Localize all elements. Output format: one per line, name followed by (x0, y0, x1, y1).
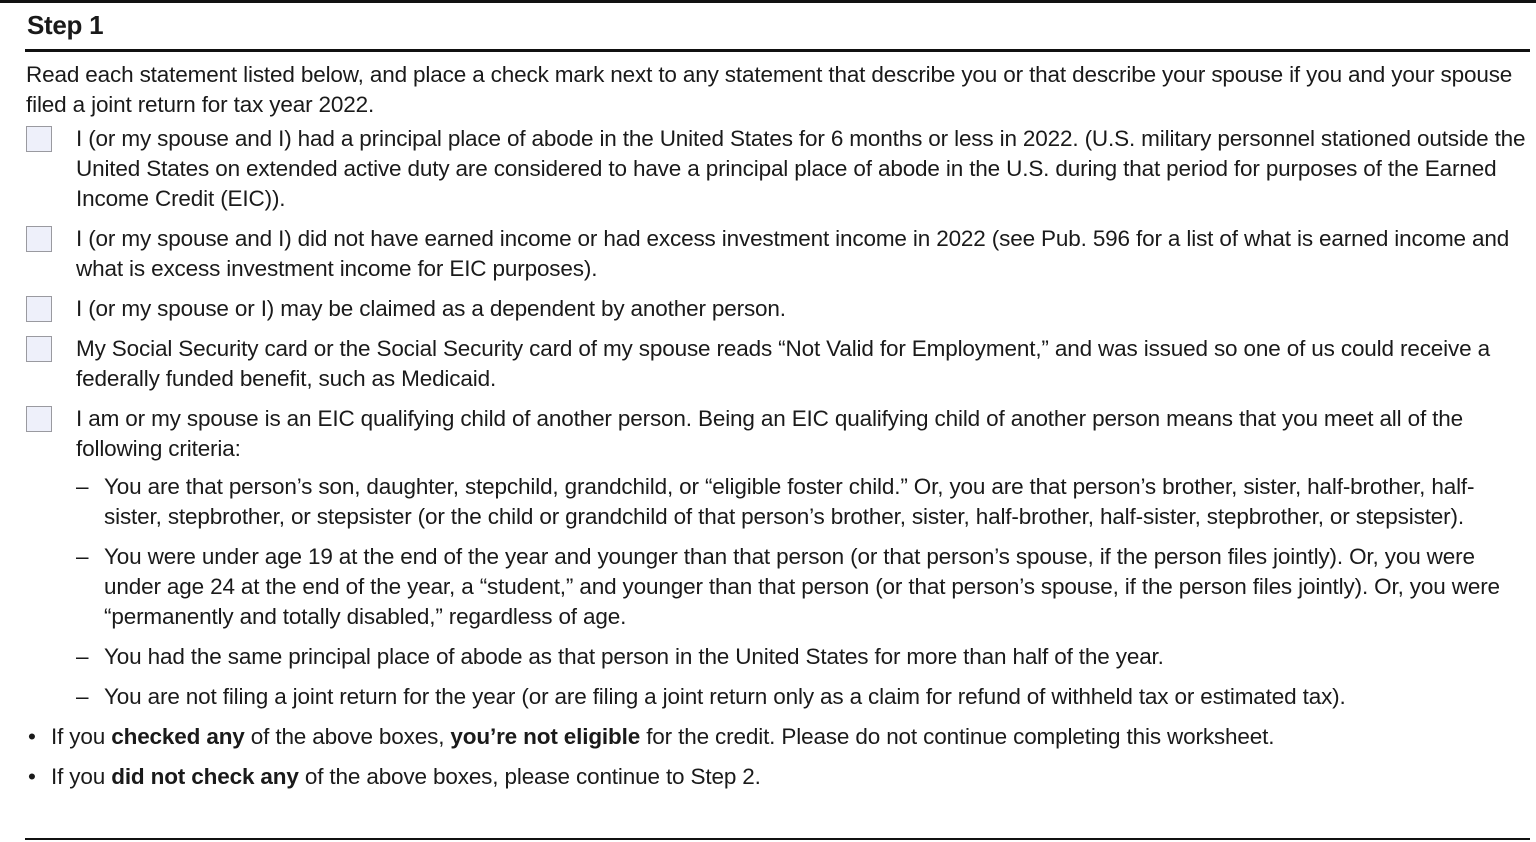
statement-2 (26, 224, 1531, 284)
dash-marker: – (76, 474, 89, 499)
criteria-text: You are that person’s son, daughter, stepchild, grandchild, or “eligible foster child.” Or, you are that person’s brother, sister, half-brother, half-sister, stepbrother, or stepsister (or the child or grandchild of that person’s brother, sister, half-brother, half-sister, stepbrother, or stepsister). (104, 474, 1475, 529)
criteria-item-3 (76, 642, 1531, 672)
statement-3 (26, 294, 1531, 324)
text-run: of the above boxes, please continue to Step 2. (298, 764, 761, 789)
dash-marker: – (76, 684, 89, 709)
statement-5-text: I am or my spouse is an EIC qualifying child of another person. Being an EIC qualifying child of another person means that you meet all of the following criteria: (76, 406, 1463, 461)
bottom-rule (25, 838, 1530, 840)
bullet-marker: • (28, 724, 36, 749)
criteria-text: You are not filing a joint return for the year (or are filing a joint return only as a claim for refund of withheld tax or estimated tax). (104, 684, 1346, 709)
statement-5 (26, 404, 1531, 464)
statement-3-checkbox[interactable] (26, 296, 52, 322)
bullet-marker: • (28, 764, 36, 789)
text-run: of the above boxes, (244, 724, 451, 749)
statement-1-text: I (or my spouse and I) had a principal place of abode in the United States for 6 months or less in 2022. (U.S. military personnel stationed outside the United States on extended active duty are considered to have a principal place of abode in the U.S. during that period for purposes of the Earned Income Credit (EIC)). (76, 126, 1526, 211)
statement-5-checkbox[interactable] (26, 406, 52, 432)
criteria-list (76, 472, 1531, 712)
outcome-checked-any (26, 722, 1531, 752)
dash-marker: – (76, 544, 89, 569)
text-run: If you (51, 764, 112, 789)
title-rule (25, 49, 1530, 52)
outcome-did-not-check (26, 762, 1531, 792)
text-run: If you (51, 724, 112, 749)
statement-3-text: I (or my spouse or I) may be claimed as a dependent by another person. (76, 296, 786, 321)
criteria-text: You were under age 19 at the end of the year and younger than that person (or that person’s spouse, if the person files jointly). Or, you were under age 24 at the end of the year, a “student,” and younger than that person (or that person’s spouse, if the person files jointly). Or, you were “permanently and totally disabled,” regardless of age. (104, 544, 1500, 629)
statement-4-text: My Social Security card or the Social Security card of my spouse reads “Not Valid for Employment,” and was issued so one of us could receive a federally funded benefit, such as Medicaid. (76, 336, 1490, 391)
emphasis-not-eligible: you’re not eligible (450, 724, 641, 749)
criteria-item-1 (76, 472, 1531, 532)
statement-2-text: I (or my spouse and I) did not have earned income or had excess investment income in 2022 (see Pub. 596 for a list of what is earned income and what is excess investment income for EIC purposes). (76, 226, 1510, 281)
text-run: for the credit. Please do not continue completing this worksheet. (640, 724, 1275, 749)
outcome-text (51, 722, 1531, 752)
outcome-list (26, 722, 1531, 792)
criteria-item-2 (76, 542, 1531, 632)
statement-2-checkbox[interactable] (26, 226, 52, 252)
worksheet-step-1 (26, 60, 1531, 802)
statement-4-checkbox[interactable] (26, 336, 52, 362)
criteria-item-4 (76, 682, 1531, 712)
statement-1 (26, 124, 1531, 214)
page-title: Step 1 (27, 10, 104, 40)
statement-1-checkbox[interactable] (26, 126, 52, 152)
emphasis-checked-any: checked any (111, 724, 245, 749)
statement-4 (26, 334, 1531, 394)
criteria-text: You had the same principal place of abode as that person in the United States for more than half of the year. (104, 644, 1164, 669)
dash-marker: – (76, 644, 89, 669)
outcome-text (51, 762, 1531, 792)
emphasis-did-not-check: did not check any (111, 764, 299, 789)
instructions: Read each statement listed below, and place a check mark next to any statement that describe you or that describe your spouse if you and your spouse filed a joint return for tax year 2022. (26, 62, 1513, 117)
top-rule (0, 0, 1536, 3)
